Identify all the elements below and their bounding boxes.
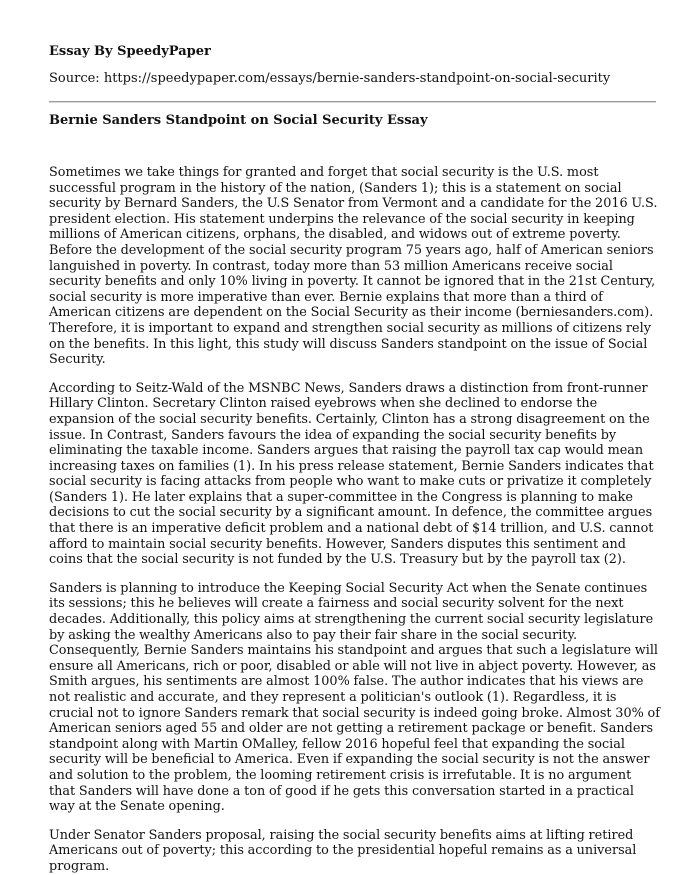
source-link[interactable]: https://speedypaper.com/essays/bernie-sanders-standpoint-on-social-security <box>103 71 611 86</box>
paragraph: Sometimes we take things for granted and forget that social security is the U.S. most successful program in the history of the nation, (Sanders 1); this is a statement on social security by Bernard Sanders, the U.S Senator from Vermont and a candidate for the 2016 U.S. president election. His statement underpins the relevance of the social security in keeping millions of American citizens, orphans, the disabled, and widows out of extreme poverty. Before the development of the social security program 75 years ago, half of American seniors languished in poverty. In contrast, today more than 53 million Americans receive social security benefits and only 10% living in poverty. It cannot be ignored that in the 21st Century, social security is more imperative than ever. Bernie explains that more than a third of American citizens are dependent on the Social Security as their income (berniesanders.com). Therefore, it is important to expand and strengthen social security as millions of citizens rely on the benefits. In this light, this study will discuss Sanders standpoint on the issue of Social Security. <box>49 165 658 368</box>
brand-heading: Essay By SpeedyPaper <box>49 44 211 59</box>
essay-title: Bernie Sanders Standpoint on Social Security Essay <box>49 113 428 128</box>
essay-body <box>49 165 661 875</box>
source-label: Source: <box>49 71 100 86</box>
header-divider <box>49 101 656 103</box>
source-line <box>49 71 668 87</box>
paragraph: Under Senator Sanders proposal, raising the social security benefits aims at lifting retired Americans out of poverty; this according to the presidential hopeful remains as a universal program. <box>49 827 637 874</box>
paragraph: According to Seitz-Wald of the MSNBC News, Sanders draws a distinction from front-runner Hillary Clinton. Secretary Clinton raised eyebrows when she declined to endorse the expansion of the social security benefits. Certainly, Clinton has a strong disagreement on the issue. In Contrast, Sanders favours the idea of expanding the social security benefits by eliminating the taxable income. Sanders argues that raising the payroll tax cap would mean increasing taxes on families (1). In his press release statement, Bernie Sanders indicates that social security is facing attacks from people who want to make cuts or privatize it completely (Sanders 1). He later explains that a super-committee in the Congress is planning to make decisions to cut the social security by a significant amount. In defence, the committee argues that there is an imperative deficit problem and a national debt of $14 trillion, and U.S. cannot afford to maintain social security benefits. However, Sanders disputes this sentiment and coins that the social security is not funded by the U.S. Treasury but by the payroll tax (2). <box>49 380 654 568</box>
paragraph: Sanders is planning to introduce the Keeping Social Security Act when the Senate continues its sessions; this he believes will create a fairness and social security solvent for the next decades. Additionally, this policy aims at strengthening the current social security legislature by asking the wealthy Americans also to pay their fair share in the social security. Consequently, Bernie Sanders maintains his standpoint and argues that such a legislature will ensure all Americans, rich or poor, disabled or able will not live in abject poverty. However, as Smith argues, his sentiments are almost 100% false. The author indicates that his views are not realistic and accurate, and they represent a politician's outlook (1). Regardless, it is crucial not to ignore Sanders remark that social security is indeed going broke. Almost 30% of American seniors aged 55 and older are not getting a retirement package or benefit. Sanders standpoint along with Martin OMalley, fellow 2016 hopeful feel that expanding the social security will be beneficial to America. Even if expanding the social security is not the answer and solution to the problem, the looming retirement crisis is irrefutable. It is no argument that Sanders will have done a ton of good if he gets this conversation started in a practical way at the Senate opening. <box>49 580 660 815</box>
